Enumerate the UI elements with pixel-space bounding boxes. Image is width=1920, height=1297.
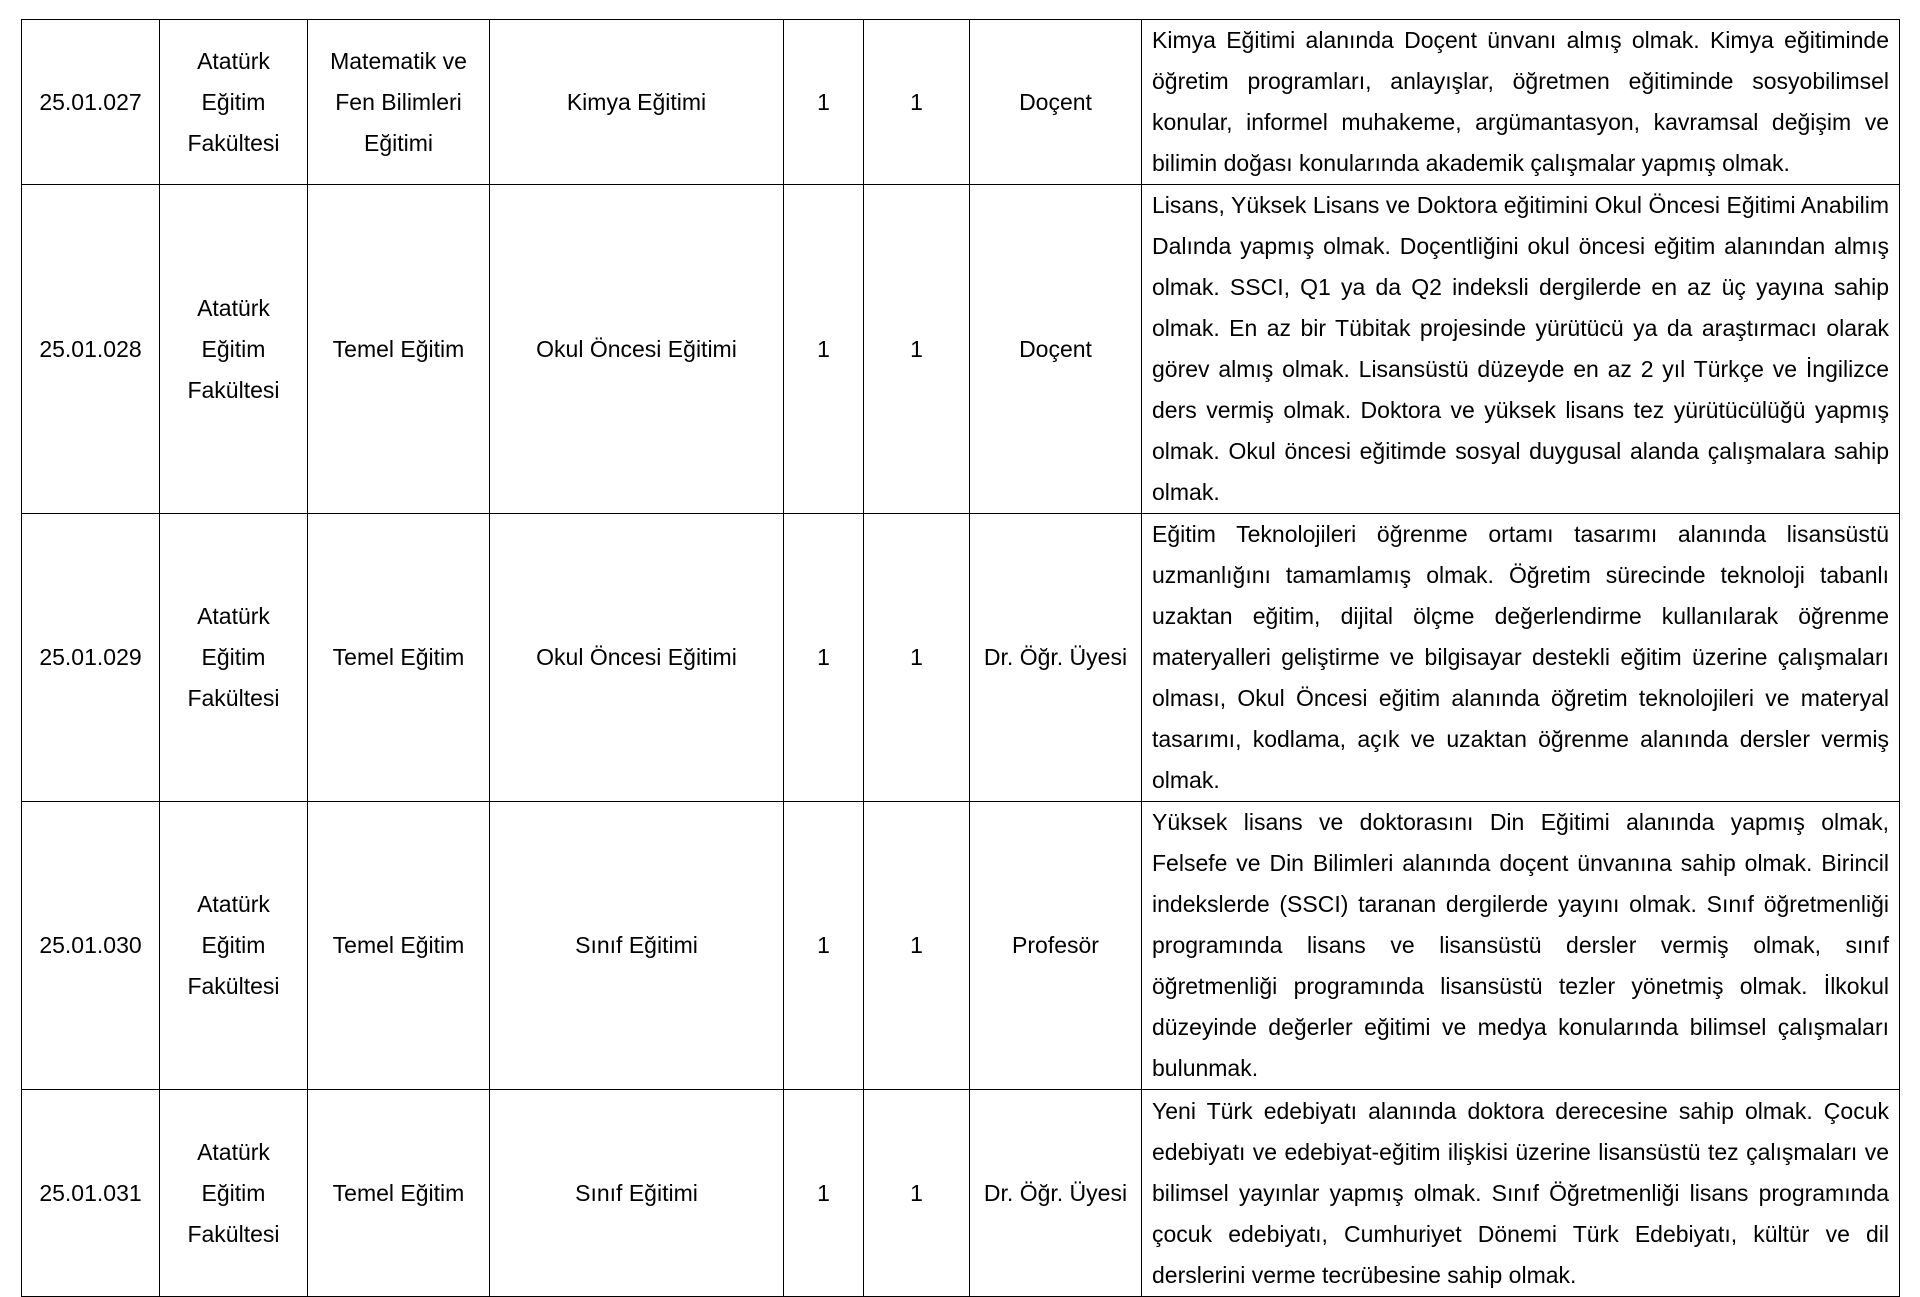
- count-b: 1: [864, 802, 970, 1090]
- academic-title: Doçent: [970, 20, 1142, 185]
- faculty-name: Atatürk Eğitim Fakültesi: [160, 20, 308, 185]
- department-name: Temel Eğitim: [308, 1090, 490, 1297]
- requirements-text: Lisans, Yüksek Lisans ve Doktora eğitimini Okul Öncesi Eğitimi Anabilim Dalında yapmış olmak. Doçentliğini okul öncesi eğitim alanından almış olmak. SSCI, Q1 ya da Q2 indeksli dergilerde en az üç yayına sahip olmak. En az bir Tübitak projesinde yürütücü ya da araştırmacı olarak görev almış olmak. Lisansüstü düzeyde en az 2 yıl Türkçe ve İngilizce ders vermiş olmak. Doktora ve yüksek lisans tez yürütücülüğü yapmış olmak. Okul öncesi eğitimde sosyal duygusal alanda çalışmalara sahip olmak.: [1142, 185, 1900, 514]
- position-code: 25.01.029: [22, 514, 160, 802]
- department-name: Temel Eğitim: [308, 514, 490, 802]
- position-code: 25.01.031: [22, 1090, 160, 1297]
- count-a: 1: [784, 802, 864, 1090]
- faculty-name: Atatürk Eğitim Fakültesi: [160, 1090, 308, 1297]
- program-name: Sınıf Eğitimi: [490, 1090, 784, 1297]
- requirements-text: Eğitim Teknolojileri öğrenme ortamı tasarımı alanında lisansüstü uzmanlığını tamamlamış olmak. Öğretim sürecinde teknoloji tabanlı uzaktan eğitim, dijital ölçme değerlendirme kullanılarak öğrenme materyalleri geliştirme ve bilgisayar destekli eğitim üzerine çalışmaları olması, Okul Öncesi eğitim alanında öğretim teknolojileri ve materyal tasarımı, kodlama, açık ve uzaktan öğrenme alanında dersler vermiş olmak.: [1142, 514, 1900, 802]
- requirements-text: Yeni Türk edebiyatı alanında doktora derecesine sahip olmak. Çocuk edebiyatı ve edebiyat-eğitim ilişkisi üzerine lisansüstü tez çalışmaları ve bilimsel yayınlar yapmış olmak. Sınıf Öğretmenliği lisans programında çocuk edebiyatı, Cumhuriyet Dönemi Türk Edebiyatı, kültür ve dil derslerini verme tecrübesine sahip olmak.: [1142, 1090, 1900, 1297]
- requirements-text: Kimya Eğitimi alanında Doçent ünvanı almış olmak. Kimya eğitiminde öğretim programları, anlayışlar, öğretmen eğitiminde sosyobilimsel konular, informel muhakeme, argümantasyon, kavramsal değişim ve bilimin doğası konularında akademik çalışmalar yapmış olmak.: [1142, 20, 1900, 185]
- academic-title: Dr. Öğr. Üyesi: [970, 1090, 1142, 1297]
- count-a: 1: [784, 185, 864, 514]
- department-name: Temel Eğitim: [308, 802, 490, 1090]
- academic-title: Dr. Öğr. Üyesi: [970, 514, 1142, 802]
- table-row: [22, 802, 1900, 1090]
- count-b: 1: [864, 185, 970, 514]
- department-name: Temel Eğitim: [308, 185, 490, 514]
- position-code: 25.01.028: [22, 185, 160, 514]
- program-name: Okul Öncesi Eğitimi: [490, 185, 784, 514]
- count-b: 1: [864, 1090, 970, 1297]
- faculty-name: Atatürk Eğitim Fakültesi: [160, 185, 308, 514]
- count-a: 1: [784, 514, 864, 802]
- count-b: 1: [864, 20, 970, 185]
- department-name: Matematik ve Fen Bilimleri Eğitimi: [308, 20, 490, 185]
- table-row: [22, 514, 1900, 802]
- position-code: 25.01.027: [22, 20, 160, 185]
- requirements-text: Yüksek lisans ve doktorasını Din Eğitimi alanında yapmış olmak, Felsefe ve Din Bilimleri alanında doçent ünvanına sahip olmak. Birincil indekslerde (SSCI) taranan dergilerde yayını olmak. Sınıf öğretmenliği programında lisans ve lisansüstü dersler vermiş olmak, sınıf öğretmenliği programında lisansüstü tezler yönetmiş olmak. İlkokul düzeyinde değerler eğitimi ve medya konularında bilimsel çalışmaları bulunmak.: [1142, 802, 1900, 1090]
- faculty-name: Atatürk Eğitim Fakültesi: [160, 514, 308, 802]
- table-row: [22, 20, 1900, 185]
- count-b: 1: [864, 514, 970, 802]
- table-row: [22, 185, 1900, 514]
- positions-table: [21, 19, 1900, 1297]
- academic-title: Profesör: [970, 802, 1142, 1090]
- position-code: 25.01.030: [22, 802, 160, 1090]
- count-a: 1: [784, 1090, 864, 1297]
- faculty-name: Atatürk Eğitim Fakültesi: [160, 802, 308, 1090]
- program-name: Okul Öncesi Eğitimi: [490, 514, 784, 802]
- program-name: Kimya Eğitimi: [490, 20, 784, 185]
- table-row: [22, 1090, 1900, 1297]
- academic-title: Doçent: [970, 185, 1142, 514]
- program-name: Sınıf Eğitimi: [490, 802, 784, 1090]
- count-a: 1: [784, 20, 864, 185]
